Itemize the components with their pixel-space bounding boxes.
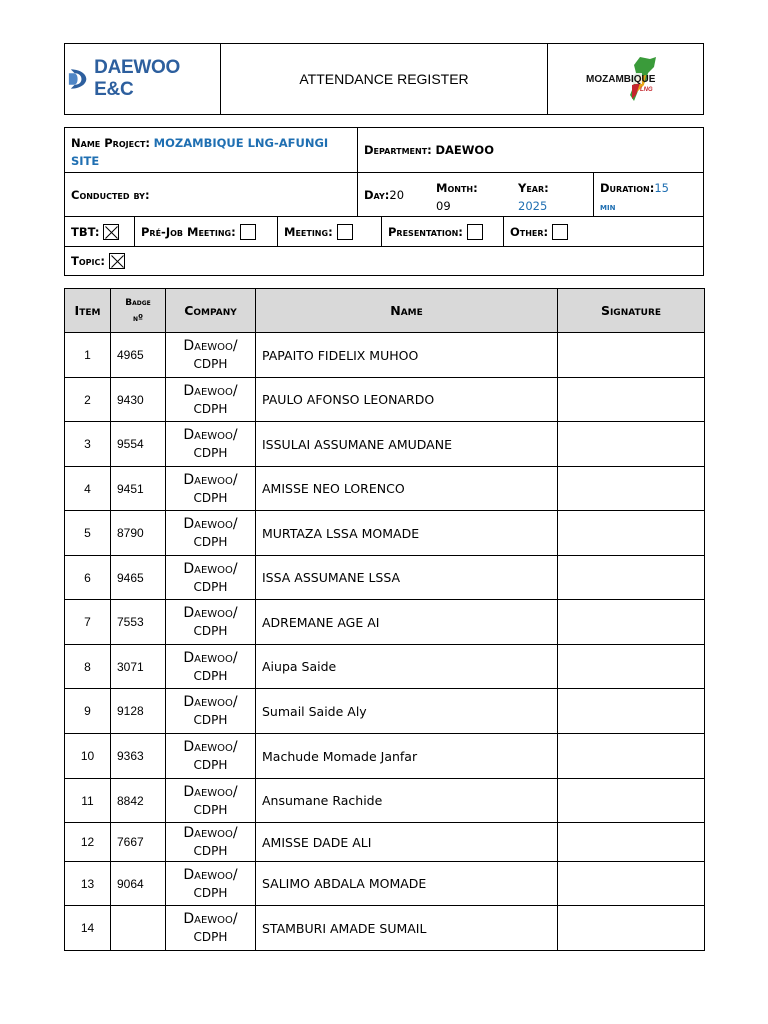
column-header-badge-line2: nº xyxy=(132,313,144,324)
company-name-line1: Daewoo/ xyxy=(183,649,238,666)
name-cell: ISSULAI ASSUMANE AMUDANE xyxy=(256,422,558,467)
badge-cell: 7667 xyxy=(111,823,166,862)
badge-cell: 9363 xyxy=(111,734,166,779)
badge-cell: 4965 xyxy=(111,333,166,378)
signature-cell[interactable] xyxy=(558,556,705,600)
item-cell: 5 xyxy=(65,511,111,556)
company-cell xyxy=(166,422,256,467)
daewoo-emblem-icon xyxy=(65,67,90,91)
company-name-line1: Daewoo/ xyxy=(183,471,238,488)
daewoo-logo xyxy=(65,57,220,101)
company-cell xyxy=(166,511,256,556)
year-label: Year: xyxy=(518,181,549,195)
company-name-line2: CDPH xyxy=(193,446,228,460)
company-name-line2: CDPH xyxy=(193,930,228,944)
company-name-line2: CDPH xyxy=(193,535,228,549)
table-header-row xyxy=(65,289,705,333)
company-name-line2: CDPH xyxy=(193,802,228,817)
name-cell: PAULO AFONSO LEONARDO xyxy=(256,378,558,422)
company-name-line1: Daewoo/ xyxy=(183,825,238,841)
other-checkbox[interactable] xyxy=(552,224,568,240)
badge-cell: 9064 xyxy=(111,862,166,906)
attendance-table xyxy=(64,288,705,951)
company-cell xyxy=(166,333,256,378)
badge-cell: 9128 xyxy=(111,689,166,734)
item-cell: 4 xyxy=(65,467,111,511)
department-label: Department: xyxy=(364,143,432,157)
daewoo-logo-text: DAEWOO E&C xyxy=(94,57,180,100)
signature-cell[interactable] xyxy=(558,823,705,862)
name-cell: Ansumane Rachide xyxy=(256,779,558,823)
item-cell: 13 xyxy=(65,862,111,906)
company-name-line1: Daewoo/ xyxy=(183,694,238,710)
year-value: 2025 xyxy=(518,199,548,213)
item-cell: 12 xyxy=(65,823,111,862)
prejob-cell xyxy=(135,217,278,246)
badge-cell: 8790 xyxy=(111,511,166,556)
topic-label: Topic: xyxy=(71,254,105,268)
company-cell xyxy=(166,823,256,862)
name-project-value-line2: SITE xyxy=(71,154,100,168)
company-name-line1: Daewoo/ xyxy=(183,866,238,883)
duration-value: 15 xyxy=(654,181,669,195)
client-logo-cell xyxy=(548,44,703,114)
item-cell: 2 xyxy=(65,378,111,422)
document-title: ATTENDANCE REGISTER xyxy=(221,44,548,114)
day-cell xyxy=(358,173,430,216)
conducted-by-cell xyxy=(65,173,358,216)
conducted-by-label: Conducted by: xyxy=(71,187,150,202)
company-cell xyxy=(166,689,256,734)
company-name-line1: Daewoo/ xyxy=(183,911,238,927)
name-project-label: Name Project: xyxy=(71,136,151,150)
company-cell xyxy=(166,779,256,823)
company-cell xyxy=(166,600,256,645)
company-name-line2: CDPH xyxy=(193,579,228,594)
signature-cell[interactable] xyxy=(558,422,705,467)
table-body xyxy=(65,333,705,951)
badge-cell xyxy=(111,906,166,951)
company-cell xyxy=(166,645,256,689)
table-row xyxy=(65,779,705,823)
badge-cell: 8842 xyxy=(111,779,166,823)
signature-cell[interactable] xyxy=(558,734,705,779)
table-row xyxy=(65,556,705,600)
signature-cell[interactable] xyxy=(558,645,705,689)
company-cell xyxy=(166,906,256,951)
company-cell xyxy=(166,556,256,600)
item-cell: 8 xyxy=(65,645,111,689)
day-value: 20 xyxy=(389,187,405,202)
company-name-line1: Daewoo/ xyxy=(183,516,238,532)
meeting-label: Meeting: xyxy=(284,224,333,239)
other-label: Other: xyxy=(510,224,549,239)
name-cell: STAMBURI AMADE SUMAIL xyxy=(256,906,558,951)
info-row-project xyxy=(65,128,703,173)
table-row xyxy=(65,422,705,467)
column-header-signature: Signature xyxy=(558,289,705,333)
badge-cell: 9430 xyxy=(111,378,166,422)
company-name-line2: CDPH xyxy=(193,713,228,727)
svg-text:LNG: LNG xyxy=(639,87,653,93)
company-name-line1: Daewoo/ xyxy=(183,338,238,354)
prejob-checkbox[interactable] xyxy=(240,224,256,240)
company-name-line1: Daewoo/ xyxy=(183,560,238,577)
badge-cell: 9451 xyxy=(111,467,166,511)
svg-text:MOZAMBIQUE: MOZAMBIQUE xyxy=(585,74,655,85)
project-cell xyxy=(65,128,358,172)
duration-unit: min xyxy=(600,202,616,213)
tbt-checkbox[interactable] xyxy=(103,224,119,240)
table-row xyxy=(65,600,705,645)
company-name-line1: Daewoo/ xyxy=(183,783,238,800)
company-cell xyxy=(166,862,256,906)
year-cell xyxy=(512,173,594,216)
company-name-line1: Daewoo/ xyxy=(183,739,238,755)
signature-cell[interactable] xyxy=(558,511,705,556)
item-cell: 6 xyxy=(65,556,111,600)
column-header-badge xyxy=(111,289,166,333)
table-row xyxy=(65,823,705,862)
item-cell: 11 xyxy=(65,779,111,823)
item-cell: 9 xyxy=(65,689,111,734)
company-cell xyxy=(166,378,256,422)
name-cell: AMISSE DADE ALI xyxy=(256,823,558,862)
table-row xyxy=(65,467,705,511)
department-cell xyxy=(358,128,703,172)
badge-cell: 7553 xyxy=(111,600,166,645)
other-cell xyxy=(504,217,703,246)
info-row-conducted xyxy=(65,173,703,217)
company-name-line2: CDPH xyxy=(193,357,228,371)
signature-cell[interactable] xyxy=(558,467,705,511)
topic-checkbox[interactable] xyxy=(109,253,125,269)
item-cell: 3 xyxy=(65,422,111,467)
tbt-cell xyxy=(65,217,135,246)
company-name-line1: Daewoo/ xyxy=(183,605,238,621)
name-cell: ISSA ASSUMANE LSSA xyxy=(256,556,558,600)
company-cell xyxy=(166,734,256,779)
company-name-line2: CDPH xyxy=(193,624,228,638)
company-name-line2: CDPH xyxy=(193,758,228,772)
table-row xyxy=(65,378,705,422)
document-header xyxy=(64,43,704,115)
meeting-checkbox[interactable] xyxy=(337,224,353,240)
item-cell: 7 xyxy=(65,600,111,645)
name-cell: Sumail Saide Aly xyxy=(256,689,558,734)
name-cell: PAPAITO FIDELIX MUHOO xyxy=(256,333,558,378)
name-cell: Machude Momade Janfar xyxy=(256,734,558,779)
badge-cell: 9554 xyxy=(111,422,166,467)
name-cell: SALIMO ABDALA MOMADE xyxy=(256,862,558,906)
signature-cell[interactable] xyxy=(558,333,705,378)
item-cell: 14 xyxy=(65,906,111,951)
meeting-cell xyxy=(278,217,382,246)
info-row-type xyxy=(65,217,703,247)
signature-cell[interactable] xyxy=(558,600,705,645)
company-name-line2: CDPH xyxy=(193,490,228,505)
name-cell: AMISSE NEO LORENCO xyxy=(256,467,558,511)
name-project-value-line1: MOZAMBIQUE LNG-AFUNGI xyxy=(153,136,329,150)
presentation-label: Presentation: xyxy=(388,224,463,239)
signature-cell[interactable] xyxy=(558,906,705,951)
table-row xyxy=(65,645,705,689)
table-row xyxy=(65,333,705,378)
company-name-line2: CDPH xyxy=(193,668,228,683)
item-cell: 10 xyxy=(65,734,111,779)
company-logo-cell xyxy=(65,44,221,114)
company-name-line2: CDPH xyxy=(193,885,228,900)
department-value: DAEWOO xyxy=(435,143,494,157)
signature-cell[interactable] xyxy=(558,689,705,734)
table-row xyxy=(65,689,705,734)
item-cell: 1 xyxy=(65,333,111,378)
company-cell xyxy=(166,467,256,511)
topic-cell xyxy=(65,247,703,275)
presentation-checkbox[interactable] xyxy=(467,224,483,240)
month-label: Month: xyxy=(436,181,478,195)
month-value: 09 xyxy=(436,199,451,213)
company-name-line1: Daewoo/ xyxy=(183,382,238,399)
meeting-info xyxy=(64,127,704,276)
badge-cell: 3071 xyxy=(111,645,166,689)
signature-cell[interactable] xyxy=(558,779,705,823)
name-cell: Aiupa Saide xyxy=(256,645,558,689)
column-header-item: Item xyxy=(65,289,111,333)
table-row xyxy=(65,906,705,951)
prejob-label: Pré-Job Meeting: xyxy=(141,224,236,239)
table-row xyxy=(65,511,705,556)
company-name-line1: Daewoo/ xyxy=(183,427,238,443)
table-row xyxy=(65,734,705,779)
column-header-name: Name xyxy=(256,289,558,333)
tbt-label: TBT: xyxy=(71,224,100,239)
day-label: Day: xyxy=(364,187,390,202)
name-cell: ADREMANE AGE AI xyxy=(256,600,558,645)
company-name-line2: CDPH xyxy=(193,844,228,858)
month-cell xyxy=(430,173,512,216)
table-row xyxy=(65,862,705,906)
duration-label: Duration: xyxy=(600,181,655,195)
name-cell: MURTAZA LSSA MOMADE xyxy=(256,511,558,556)
company-name-line2: CDPH xyxy=(193,401,228,416)
duration-cell xyxy=(594,173,703,216)
presentation-cell xyxy=(382,217,504,246)
info-row-topic xyxy=(65,247,703,275)
signature-cell[interactable] xyxy=(558,862,705,906)
mozambique-lng-logo xyxy=(584,55,668,103)
column-header-badge-line1: Badge xyxy=(125,297,151,308)
column-header-company: Company xyxy=(166,289,256,333)
signature-cell[interactable] xyxy=(558,378,705,422)
badge-cell: 9465 xyxy=(111,556,166,600)
